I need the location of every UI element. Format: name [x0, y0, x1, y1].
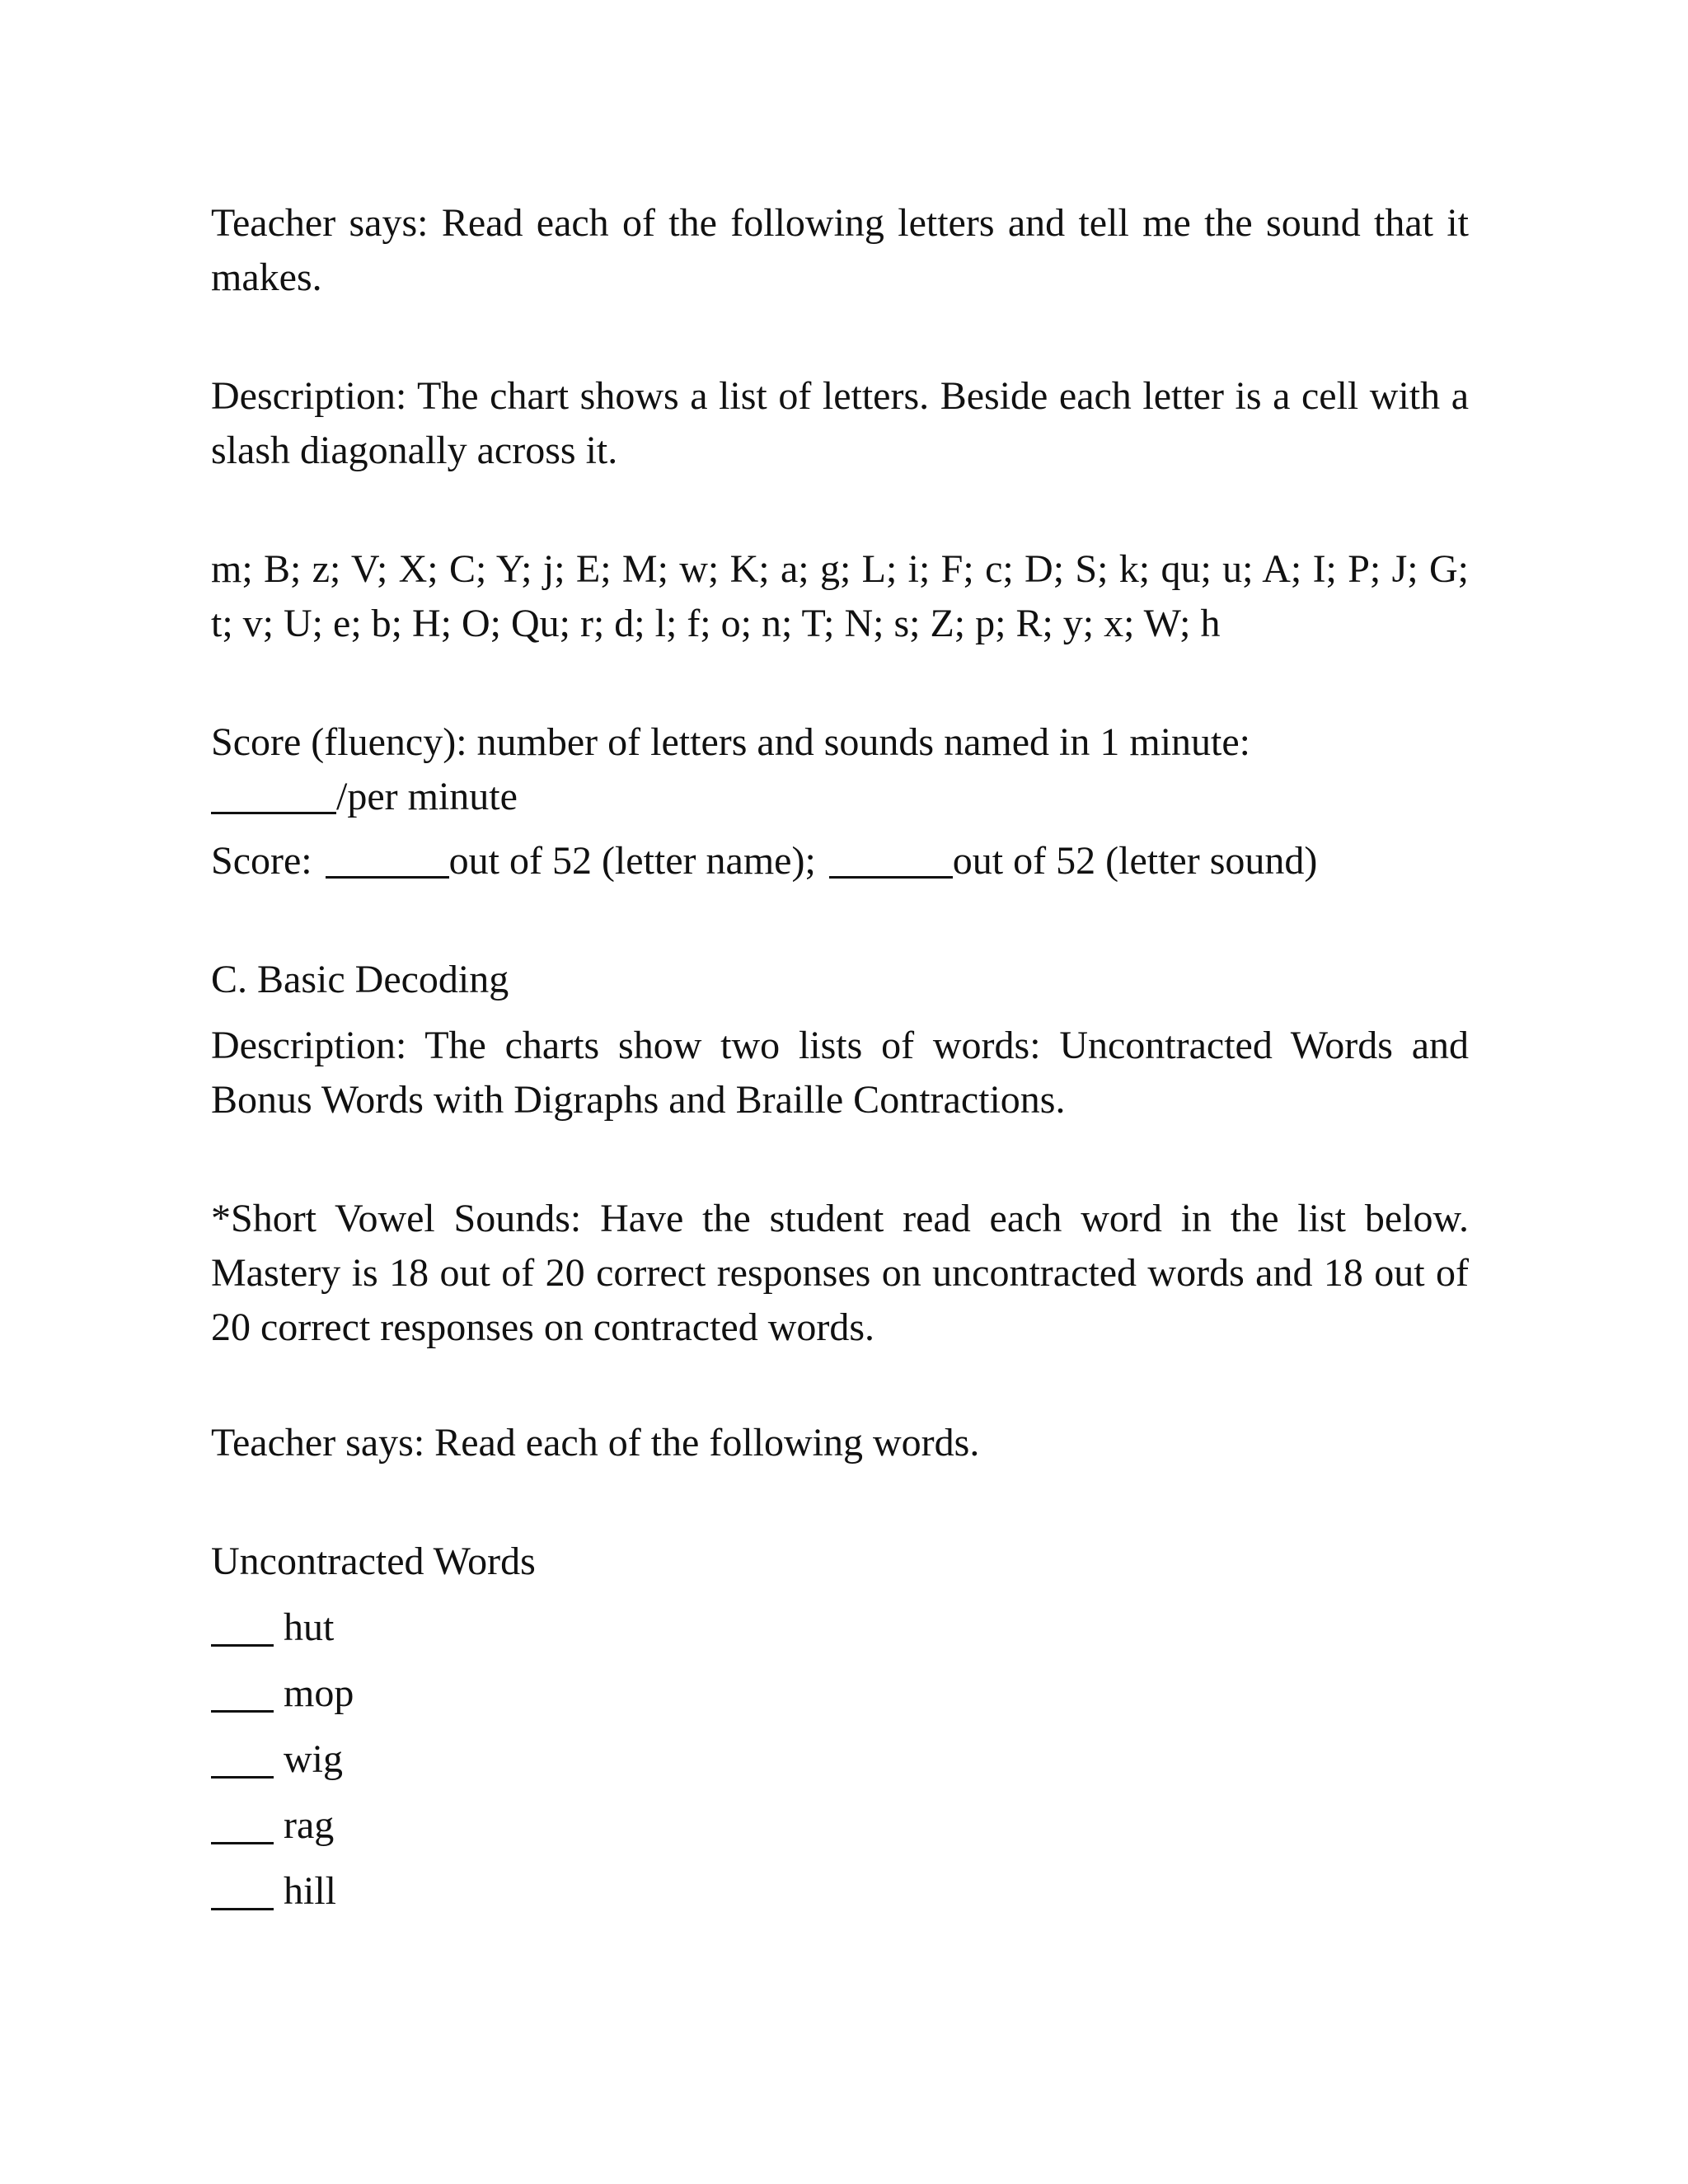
letter-sound-score-blank[interactable]: [829, 841, 953, 879]
teacher-instruction-words: Teacher says: Read each of the following words.: [211, 1421, 980, 1465]
letter-name-score-blank[interactable]: [326, 841, 449, 879]
section-heading-basic-decoding: C. Basic Decoding: [211, 958, 509, 1001]
word-check-blank[interactable]: [211, 1674, 274, 1713]
fluency-score-label: Score (fluency): number of letters and sounds named in 1 minute:: [211, 720, 1251, 764]
score-label: Score:: [211, 839, 312, 883]
fluency-score-suffix: /per minute: [336, 775, 518, 818]
word-row: [211, 1798, 334, 1853]
letters-list: m; B; z; V; X; C; Y; j; E; M; w; K; a; g; L; i; F; c; D; S; k; qu; u; A; I; P; J; G; t; v; U; e; b; H; O; Qu; r; d; l; f; o; n; T; N; s; Z; p; R; y; x; W; h: [211, 547, 1469, 645]
word-check-blank[interactable]: [211, 1806, 274, 1844]
word-text: rag: [284, 1803, 335, 1847]
word-charts-description: Description: The charts show two lists of words: Uncontracted Words and Bonus Words with Digraphs and Braille Contractions.: [211, 1024, 1469, 1122]
word-row: [211, 1864, 336, 1919]
letter-score-line: [211, 834, 1469, 888]
letter-sound-score-suffix: out of 52 (letter sound): [952, 839, 1318, 883]
fluency-score-line: [211, 770, 1469, 824]
word-text: mop: [284, 1671, 354, 1715]
word-check-blank[interactable]: [211, 1740, 274, 1779]
word-check-blank[interactable]: [211, 1608, 274, 1647]
word-row: [211, 1666, 354, 1721]
letters-chart-description: Description: The chart shows a list of letters. Beside each letter is a cell with a slash diagonally across it.: [211, 374, 1469, 472]
word-text: hut: [284, 1605, 335, 1649]
fluency-score-block: [211, 715, 1469, 824]
letter-name-score-suffix: out of 52 (letter name);: [448, 839, 816, 883]
uncontracted-words-title: Uncontracted Words: [211, 1540, 536, 1583]
teacher-instruction-letters: Teacher says: Read each of the following letters and tell me the sound that it makes.: [211, 201, 1469, 299]
fluency-score-blank[interactable]: [211, 777, 336, 814]
short-vowel-instructions: *Short Vowel Sounds: Have the student read each word in the list below. Mastery is 18 out of 20 correct responses on uncontracted words and 18 out of 20 correct responses on contracted words.: [211, 1197, 1469, 1349]
word-text: hill: [284, 1869, 337, 1913]
word-text: wig: [284, 1737, 343, 1781]
word-row: [211, 1732, 343, 1787]
document-page: [211, 0, 1469, 2184]
word-check-blank[interactable]: [211, 1872, 274, 1910]
word-row: [211, 1601, 334, 1655]
